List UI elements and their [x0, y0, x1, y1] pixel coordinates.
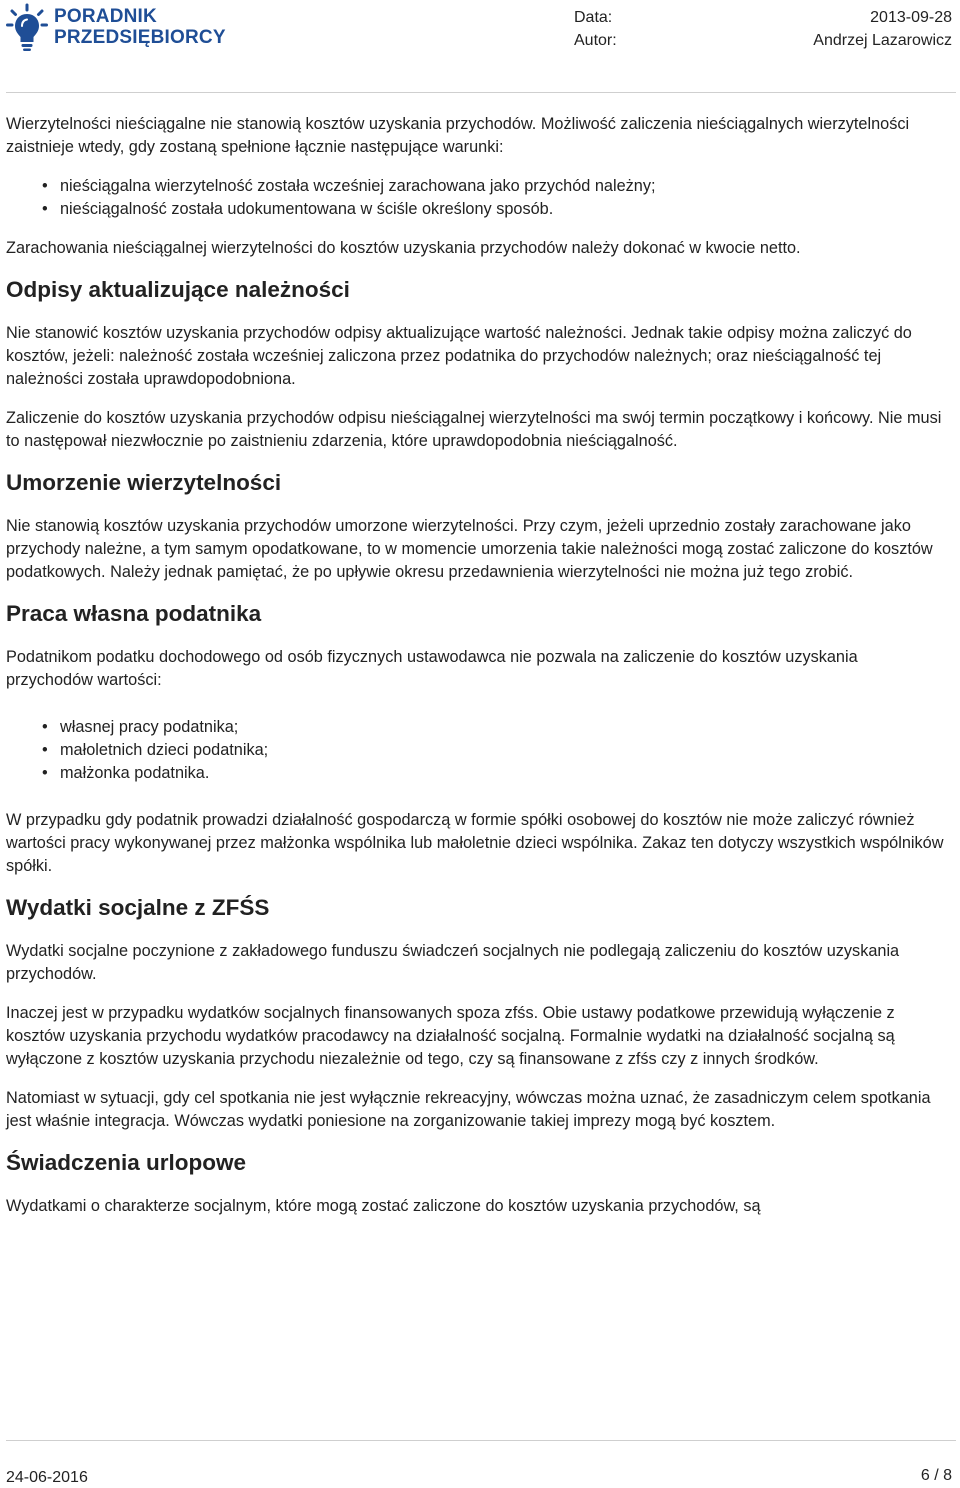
date-value: 2013-09-28 — [870, 9, 952, 26]
netto-paragraph: Zarachowania nieściągalnej wierzytelności do kosztów uzyskania przychodów należy dokonać w kwocie netto. — [6, 239, 801, 257]
logo — [6, 2, 226, 54]
intro-paragraph: Wierzytelności nieściągalne nie stanowią kosztów uzyskania przychodów. Możliwość zaliczenia nieściągalnych wierzytelności zaistnieje wtedy, gdy zostaną spełnione łącznie następujące warunki: — [6, 115, 910, 156]
paragraph: Zaliczenie do kosztów uzyskania przychodów odpisu nieściągalnej wierzytelności ma swój termin początkowy i końcowy. Nie musi to następował niezwłocznie po zaistnieniu zdarzenia, które uprawdopodobnia nieściągalność. — [6, 409, 942, 450]
list-item: • nieściągalność została udokumentowana w ściśle określony sposób. — [60, 198, 946, 221]
list-item: • nieściągalna wierzytelność została wcześniej zarachowana jako przychód należny; — [60, 175, 946, 198]
excluded-list — [6, 716, 946, 785]
list-item: • małżonka podatnika. — [60, 762, 946, 785]
meta-labels — [574, 6, 617, 52]
paragraph: Podatnikom podatku dochodowego od osób fizycznych ustawodawca nie pozwala na zaliczenie do kosztów uzyskania przychodów wartości: — [6, 648, 858, 689]
logo-wordmark — [54, 6, 226, 48]
lightbulb-icon — [6, 2, 48, 52]
paragraph: Wydatki socjalne poczynione z zakładowego funduszu świadczeń socjalnych nie podlegają zaliczeniu do kosztów uzyskania przychodów. — [6, 942, 900, 983]
paragraph: Wydatkami o charakterze socjalnym, które mogą zostać zaliczone do kosztów uzyskania przychodów, są — [6, 1197, 761, 1215]
page-indicator: 6 / 8 — [920, 1467, 952, 1484]
paragraph: Nie stanowić kosztów uzyskania przychodów odpisy aktualizujące wartość należności. Jednak takie odpisy można zaliczyć do kosztów, jeżeli: należność została wcześniej zaliczona przez podatnika do przychodów należnych; oraz nieściągalność tej należności została uprawdopodobniona. — [6, 324, 912, 388]
section-heading-praca: Praca własna podatnika — [6, 601, 262, 626]
section-heading-wydatki: Wydatki socjalne z ZFŚS — [6, 895, 270, 920]
logo-line-2: PRZEDSIĘBIORCY — [54, 27, 226, 48]
meta-values — [813, 6, 952, 52]
section-heading-swiadczenia: Świadczenia urlopowe — [6, 1150, 247, 1175]
paragraph: W przypadku gdy podatnik prowadzi działalność gospodarczą w formie spółki osobowej do kosztów nie może zaliczyć również wartości pracy wykonywanej przez małżonka wspólnika lub małoletnie dzieci wspólnika. Zakaz ten dotyczy wszystkich wspólników spółki. — [6, 811, 944, 875]
logo-line-1: PORADNIK — [54, 6, 157, 27]
section-heading-odpisy: Odpisy aktualizujące należności — [6, 277, 350, 302]
page-header — [0, 0, 960, 92]
paragraph: Nie stanowią kosztów uzyskania przychodów umorzone wierzytelności. Przy czym, jeżeli uprzednio zostały zarachowane jako przychody należne, a tym samym opodatkowane, to w momencie umorzenia takie należności mogą zostać zaliczone do kosztów podatkowych. Należy jednak pamiętać, że po upływie okresu przedawnienia wierzytelności nie można już tego zrobić. — [6, 517, 933, 581]
footer-divider — [6, 1440, 956, 1441]
list-item: • własnej pracy podatnika; — [60, 716, 946, 739]
section-heading-umorzenie: Umorzenie wierzytelności — [6, 470, 282, 495]
conditions-list — [6, 175, 946, 221]
article-body — [6, 113, 946, 1234]
date-label: Data: — [574, 9, 613, 26]
author-value: Andrzej Lazarowicz — [813, 32, 952, 49]
paragraph: Natomiast w sytuacji, gdy cel spotkania nie jest wyłącznie rekreacyjny, wówczas można uznać, że zasadniczym celem spotkania jest właśnie integracja. Wówczas wydatki poniesione na zorganizowanie takiej imprezy mogą być kosztem. — [6, 1089, 931, 1130]
print-date: 24-06-2016 — [6, 1469, 88, 1486]
list-item: • małoletnich dzieci podatnika; — [60, 739, 946, 762]
author-label: Autor: — [574, 32, 617, 49]
paragraph: Inaczej jest w przypadku wydatków socjalnych finansowanych spoza zfśs. Obie ustawy podatkowe przewidują wyłączenie z kosztów uzyskania przychodu wydatków pracodawcy na działalność socjalną. Formalnie wydatki na działalność socjalną są wyłączone z kosztów uzyskania przychodu niezależnie od tego, czy są finansowane z zfśs czy z innych środków. — [6, 1004, 895, 1068]
header-divider — [6, 92, 956, 93]
